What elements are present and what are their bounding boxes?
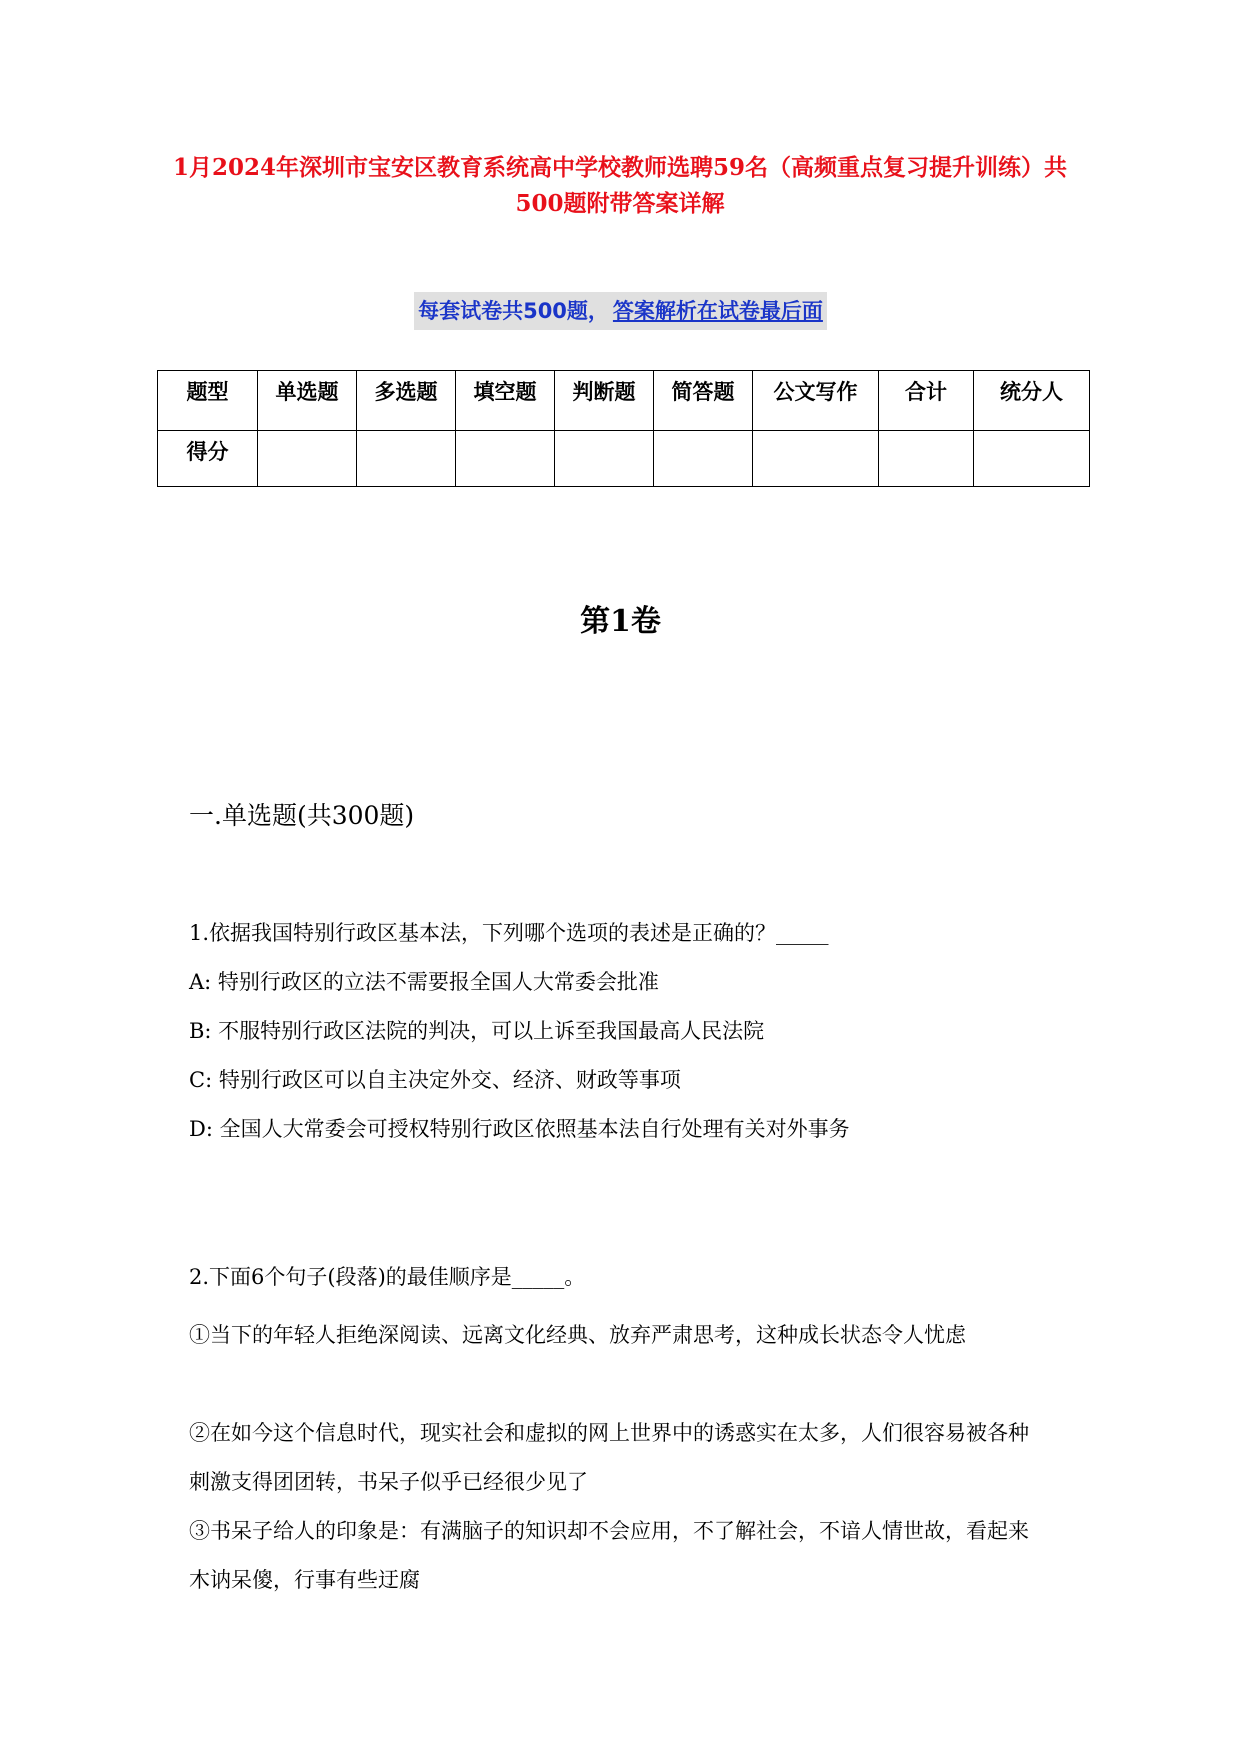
- score-table-header: 题型: [158, 371, 258, 431]
- score-table-header: 多选题: [357, 371, 456, 431]
- score-row-label: 得分: [158, 431, 258, 487]
- question-option: ①当下的年轻人拒绝深阅读、远离文化经典、放弃严肃思考，这种成长状态令人忧虑: [189, 1323, 966, 1347]
- section-heading: 一.单选题(共300题): [189, 801, 415, 830]
- question-option: B: 不服特别行政区法院的判决，可以上诉至我国最高人民法院: [189, 1019, 765, 1043]
- score-table-header: 填空题: [456, 371, 555, 431]
- question-stem: 2.下面6个句子(段落)的最佳顺序是_____。: [189, 1265, 586, 1289]
- notice-text: 每套试卷共500题，: [416, 294, 611, 328]
- score-cell: [456, 431, 555, 487]
- notice-link-text: 答案解析在试卷最后面: [611, 294, 825, 328]
- score-cell: [357, 431, 456, 487]
- notice-banner: [0, 292, 1241, 330]
- score-cell: [753, 431, 879, 487]
- question-option: C: 特别行政区可以自主决定外交、经济、财政等事项: [189, 1068, 681, 1092]
- score-table-header: 公文写作: [753, 371, 879, 431]
- score-cell: [654, 431, 753, 487]
- score-table-header: 单选题: [258, 371, 357, 431]
- score-table-header: 判断题: [555, 371, 654, 431]
- question-option: ②在如今这个信息时代，现实社会和虚拟的网上世界中的诱惑实在太多，人们很容易被各种刺激支得团团转，书呆子似乎已经很少见了: [189, 1421, 1029, 1494]
- score-table: [157, 370, 1090, 487]
- score-cell: [974, 431, 1090, 487]
- document-title: 1月2024年深圳市宝安区教育系统高中学校教师选聘59名（高频重点复习提升训练）共500题附带答案详解: [172, 154, 1068, 217]
- score-cell: [555, 431, 654, 487]
- score-cell: [879, 431, 974, 487]
- question-stem: 1.依据我国特别行政区基本法，下列哪个选项的表述是正确的？_____: [189, 921, 829, 945]
- volume-heading: 第1卷: [580, 604, 661, 639]
- question-option: A: 特别行政区的立法不需要报全国人大常委会批准: [189, 970, 659, 994]
- score-table-header: 合计: [879, 371, 974, 431]
- question-option: D: 全国人大常委会可授权特别行政区依照基本法自行处理有关对外事务: [189, 1117, 850, 1141]
- score-table-header: 简答题: [654, 371, 753, 431]
- score-table-header: 统分人: [974, 371, 1090, 431]
- score-cell: [258, 431, 357, 487]
- question-option: ③书呆子给人的印象是：有满脑子的知识却不会应用，不了解社会，不谙人情世故，看起来木讷呆傻，行事有些迂腐: [189, 1519, 1029, 1592]
